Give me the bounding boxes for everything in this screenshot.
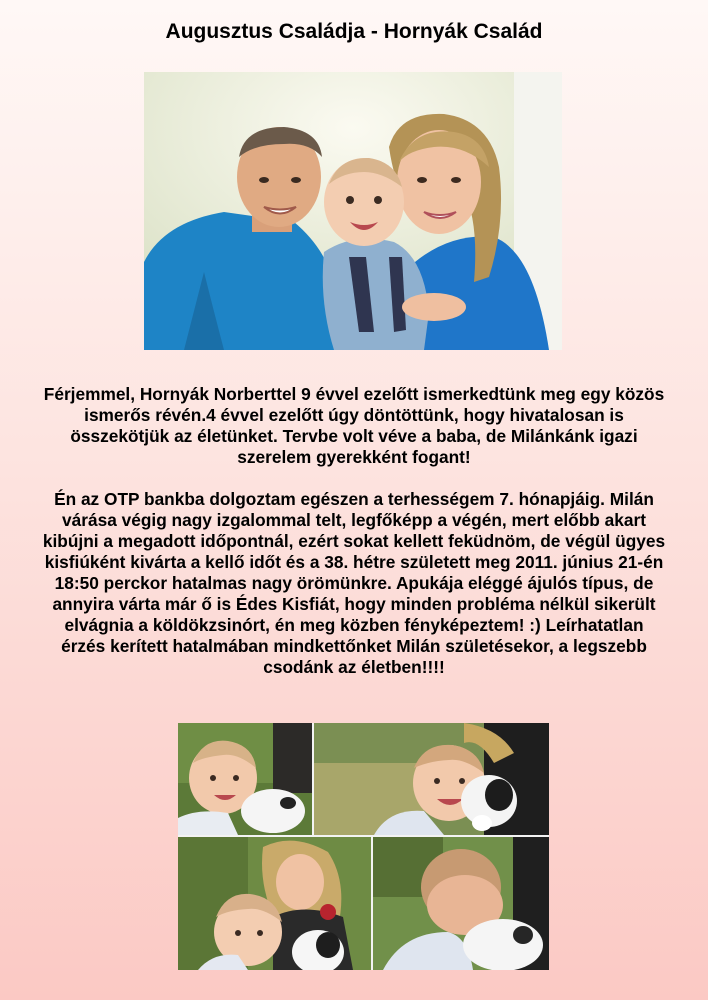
family-portrait-photo	[144, 72, 562, 350]
page-title: Augusztus Családja - Hornyák Család	[165, 20, 543, 43]
story-paragraph-2: Én az OTP bankba dolgoztam egészen a terhességem 7. hónapjáig. Milán várása végig nagy izgalommal telt, legfőképp a végén, mert előbb akart kibújni a megadott időpontnál, ezért sokat kellett feküdnöm, de végül ügyes kisfiúként kivárta a kellő időt és a 38. hétre született meg 2011. június 21-én 18:50 perckor hatalmas nagy örömünkre. Apukája eléggé ájulós típus, de annyira várta már ő is Édes Kisfiát, hogy minden probléma nélkül sikerült elvágnia a köldökzsinórt, én meg közben fényképeztem! :) Leírhatatlan érzés kerített hatalmában mindkettőnket Milán születésekor, a legszebb csodánk az életben!!!!	[42, 489, 666, 677]
baby-with-puppy-photo	[178, 723, 312, 835]
baby-smiling-with-puppy-photo	[314, 723, 549, 835]
baby-hugging-puppy-photo	[373, 837, 549, 970]
story-text	[40, 384, 668, 678]
story-paragraph-1: Férjemmel, Hornyák Norberttel 9 évvel ezelőtt ismerkedtünk meg egy közös ismerős révén.4 évvel ezelőtt úgy döntöttünk, hogy hivatalosan is összekötjük az életünket. Tervbe volt véve a baba, de Milánkánk igazi szerelem gyerekként fogant!	[43, 384, 665, 467]
mother-with-baby-and-puppy-photo	[178, 837, 371, 970]
photo-collage	[178, 723, 549, 970]
